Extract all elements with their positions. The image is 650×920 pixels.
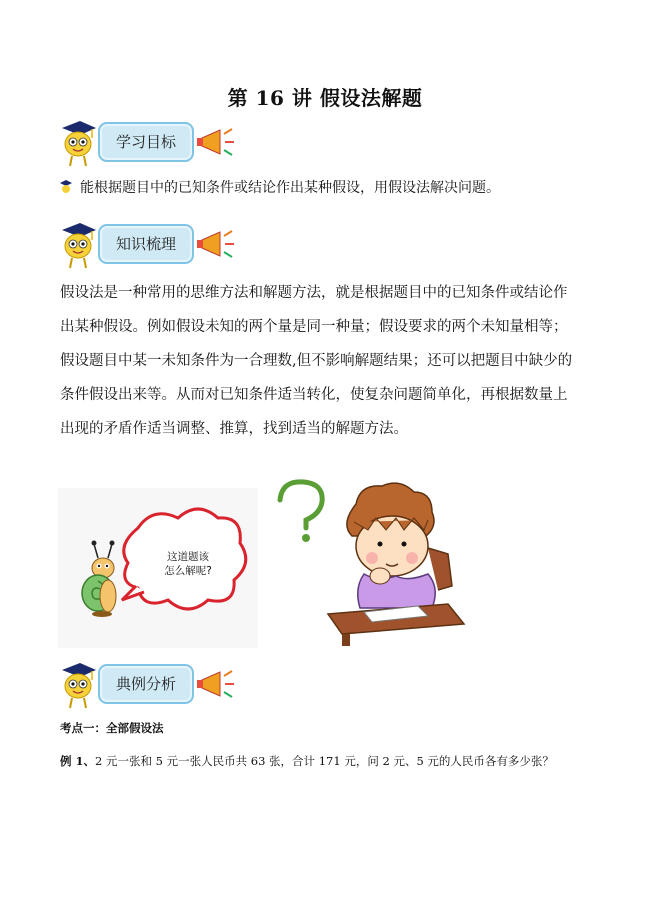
megaphone-icon <box>192 228 236 262</box>
section-label: 知识梳理 <box>98 224 194 264</box>
section-header-knowledge <box>58 220 258 270</box>
knowledge-line: 出某种假设。例如假设未知的两个量是同一种量；假设要求的两个未知量相等； <box>60 319 568 335</box>
knowledge-paragraph <box>60 276 600 446</box>
doctor-mascot-icon <box>58 660 98 710</box>
megaphone-icon <box>192 668 236 702</box>
section-header-goal <box>58 118 258 168</box>
knowledge-line: 假设法是一种常用的思维方法和解题方法，就是根据题目中的已知条件或结论作 <box>60 285 568 301</box>
knowledge-line: 假设题目中某一未知条件为一合理数,但不影响解题结果；还可以把题目中缺少的 <box>60 353 573 369</box>
question-mark-icon <box>280 482 322 528</box>
snail-thinking-illustration <box>58 488 258 648</box>
bubble-text <box>150 550 226 578</box>
knowledge-line: 条件假设出来等。从而对已知条件适当转化，使复杂问题简单化，再根据数量上 <box>60 387 568 403</box>
goal-text <box>60 176 620 200</box>
knowledge-line: 出现的矛盾作适当调整、推算，找到适当的解题方法。 <box>60 421 408 437</box>
section-label: 学习目标 <box>98 122 194 162</box>
kaodian-heading: 考点一：全部假设法 <box>60 721 164 735</box>
boy-thinking-illustration <box>268 478 468 646</box>
section-label: 典例分析 <box>98 664 194 704</box>
bubble-line: 怎么解呢? <box>164 565 212 577</box>
section-header-examples <box>58 660 258 710</box>
bubble-line: 这道题该 <box>167 551 209 563</box>
bullet-mascot-icon <box>60 180 72 194</box>
doctor-mascot-icon <box>58 118 98 168</box>
goal-sentence: 能根据题目中的已知条件或结论作出某种假设，用假设法解决问题。 <box>80 180 500 196</box>
example-text: 2 元一张和 5 元一张人民币共 63 张，合计 171 元，问 2 元、5 元的人民币各有多少张？ <box>95 754 554 768</box>
snail-icon <box>82 541 116 618</box>
example-1 <box>60 753 554 769</box>
page-title: 第 16 讲 假设法解题 <box>227 86 423 110</box>
example-label: 例 1、 <box>60 754 96 768</box>
megaphone-icon <box>192 126 236 160</box>
doctor-mascot-icon <box>58 220 98 270</box>
